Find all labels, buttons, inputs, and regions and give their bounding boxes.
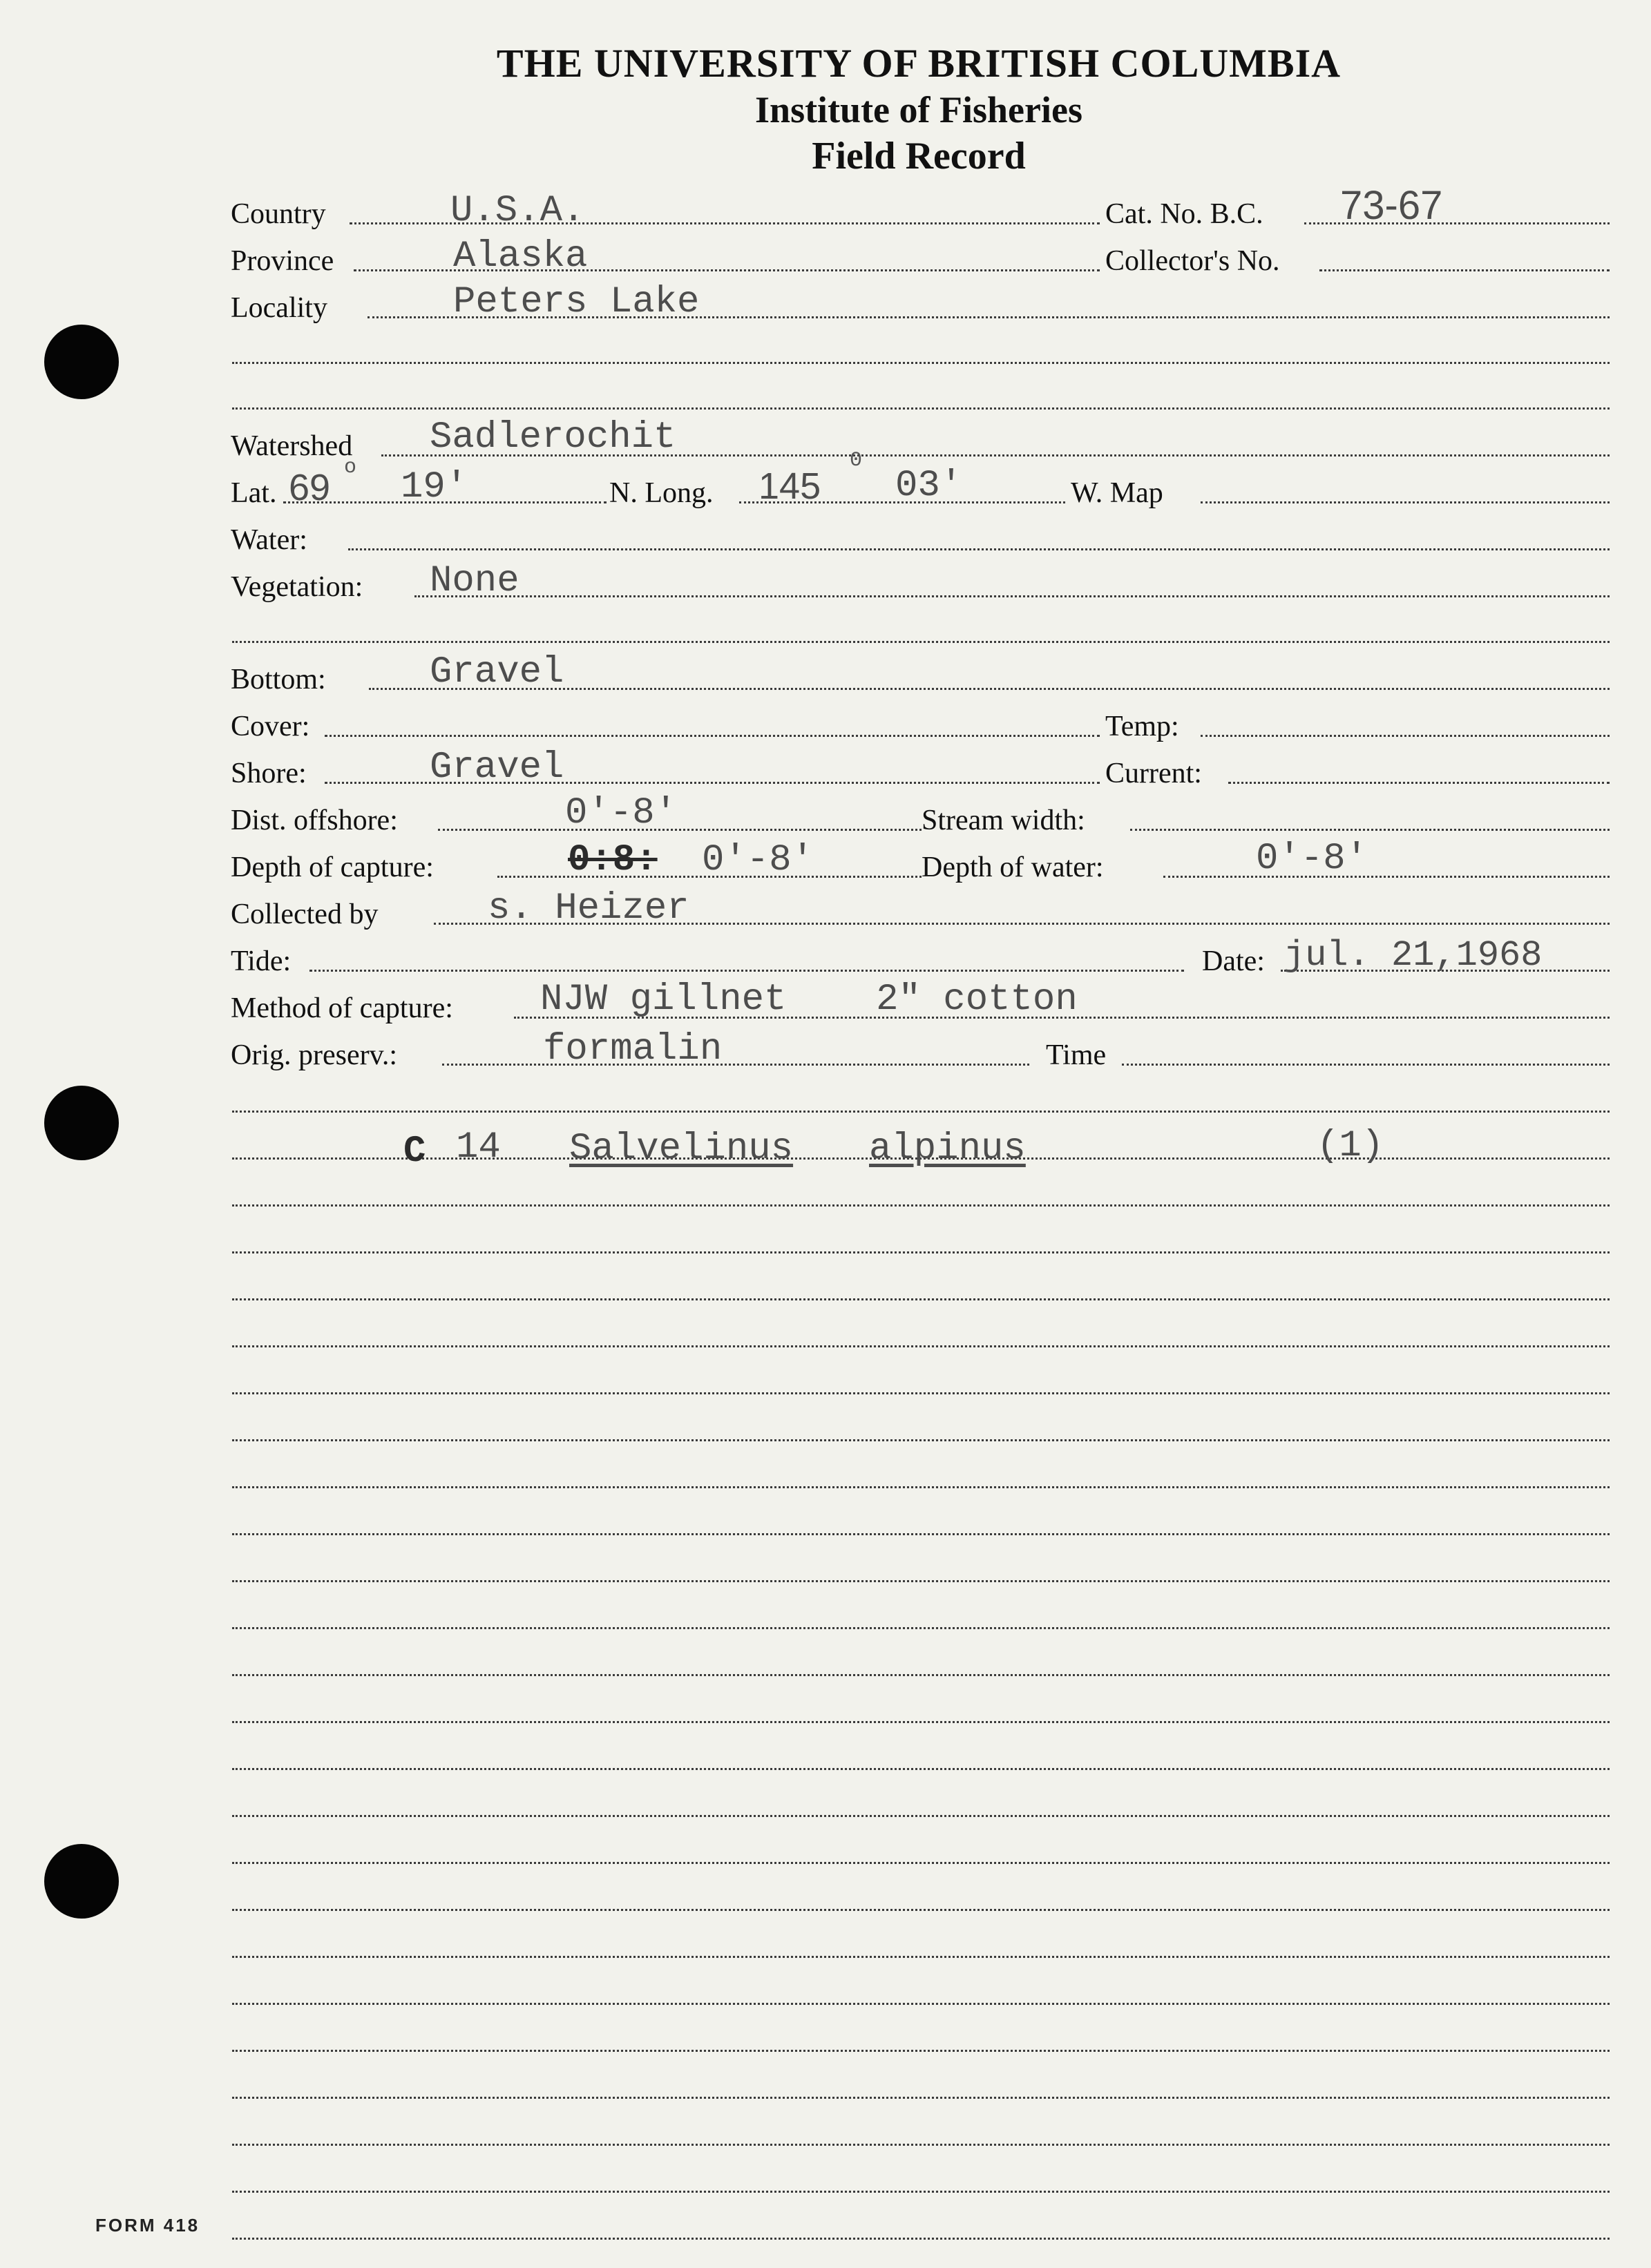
ruled-line — [232, 1721, 1610, 1723]
time-line — [1122, 1064, 1610, 1066]
specimen-genus: Salvelinus — [569, 1128, 794, 1170]
current-line — [1228, 782, 1610, 784]
shore-value: Gravel — [430, 747, 564, 789]
orig-preserv-line — [442, 1064, 1029, 1066]
bottom-value: Gravel — [430, 651, 564, 693]
form-number: FORM 418 — [95, 2215, 200, 2236]
collected-by-label: Collected by — [231, 898, 379, 930]
method-of-capture-value: NJW gillnet 2" cotton — [540, 979, 1078, 1021]
method-of-capture-label: Method of capture: — [231, 992, 453, 1024]
depth-of-capture-struck-value: 0:8: — [568, 839, 658, 881]
cat-no-label: Cat. No. B.C. — [1105, 198, 1263, 230]
institute-subtitle: Institute of Fisheries — [755, 89, 1082, 131]
vegetation-label: Vegetation: — [231, 571, 363, 603]
dist-offshore-label: Dist. offshore: — [231, 805, 398, 836]
temp-line — [1201, 735, 1610, 737]
lat-degrees: 69 — [289, 467, 331, 508]
tide-label: Tide: — [231, 945, 292, 977]
ruled-line — [232, 1345, 1610, 1347]
lat-label: Lat. — [231, 477, 277, 509]
blank-line — [232, 407, 1610, 410]
long-degrees: 145 — [758, 465, 821, 507]
ruled-line — [232, 1674, 1610, 1676]
water-line — [348, 548, 1610, 550]
vegetation-value: None — [430, 560, 519, 602]
ruled-line — [232, 1909, 1610, 1911]
punch-hole — [44, 1844, 119, 1919]
long-minutes: 03' — [895, 465, 963, 507]
depth-of-capture-value: 0'-8' — [702, 839, 814, 881]
depth-of-water-value: 0'-8' — [1256, 838, 1368, 880]
lat-minutes: 19' — [401, 466, 468, 508]
blank-line — [232, 362, 1610, 364]
blank-line — [232, 641, 1610, 643]
ruled-line — [232, 1486, 1610, 1488]
stream-width-label: Stream width: — [922, 805, 1085, 836]
ruled-line — [232, 1862, 1610, 1864]
water-label: Water: — [231, 524, 307, 556]
collected-by-value: s. Heizer — [488, 887, 689, 930]
province-value: Alaska — [453, 236, 588, 278]
ruled-line — [232, 1580, 1610, 1582]
temp-label: Temp: — [1105, 711, 1179, 742]
date-value: jul. 21,1968 — [1283, 935, 1543, 976]
ruled-line — [232, 1815, 1610, 1817]
locality-label: Locality — [231, 292, 327, 324]
depth-of-water-label: Depth of water: — [922, 852, 1104, 883]
cover-label: Cover: — [231, 711, 310, 742]
orig-preserv-value: formalin — [543, 1028, 723, 1070]
cat-no-value: 73-67 — [1340, 183, 1443, 228]
stream-width-line — [1130, 829, 1610, 831]
ruled-line — [232, 1768, 1610, 1770]
bottom-label: Bottom: — [231, 664, 326, 695]
w-map-label: W. Map — [1071, 477, 1163, 509]
ruled-line — [232, 1298, 1610, 1300]
n-long-label: N. Long. — [609, 477, 714, 509]
specimen-count: (1) — [1317, 1125, 1384, 1167]
ruled-line — [232, 1251, 1610, 1253]
locality-value: Peters Lake — [453, 281, 700, 323]
map-line — [1201, 501, 1610, 503]
ruled-line — [232, 1204, 1610, 1207]
specimen-code: C — [403, 1131, 426, 1173]
collectors-no-label: Collector's No. — [1105, 245, 1280, 277]
time-label: Time — [1046, 1039, 1107, 1071]
ruled-line — [232, 1533, 1610, 1535]
country-label: Country — [231, 198, 326, 230]
ruled-line — [232, 1627, 1610, 1629]
ruled-line — [232, 2050, 1610, 2052]
dist-offshore-line — [438, 829, 922, 831]
specimen-species: alpinus — [869, 1128, 1026, 1170]
orig-preserv-label: Orig. preserv.: — [231, 1039, 398, 1071]
date-label: Date: — [1202, 945, 1265, 977]
dist-offshore-value: 0'-8' — [565, 792, 678, 834]
ruled-line — [232, 2144, 1610, 2146]
ruled-line — [232, 1392, 1610, 1394]
ruled-line — [232, 2003, 1610, 2005]
ruled-line — [232, 2097, 1610, 2099]
ruled-line — [232, 2238, 1610, 2240]
specimen-number: 14 — [456, 1126, 501, 1169]
watershed-label: Watershed — [231, 430, 353, 462]
watershed-value: Sadlerochit — [430, 416, 676, 459]
cover-line — [325, 735, 1100, 737]
current-label: Current: — [1105, 758, 1202, 789]
degree-symbol: o — [344, 456, 357, 479]
ruled-line — [232, 2191, 1610, 2193]
degree-symbol: 0 — [850, 449, 863, 472]
shore-label: Shore: — [231, 758, 307, 789]
record-type-title: Field Record — [812, 135, 1026, 177]
ruled-line — [232, 1439, 1610, 1441]
institution-title: THE UNIVERSITY OF BRITISH COLUMBIA — [496, 41, 1342, 86]
ruled-line — [232, 1956, 1610, 1958]
tide-line — [309, 970, 1184, 972]
collectors-no-line — [1319, 269, 1610, 271]
country-value: U.S.A. — [450, 190, 585, 232]
blank-line — [232, 1111, 1610, 1113]
punch-hole — [44, 1086, 119, 1160]
depth-of-capture-label: Depth of capture: — [231, 852, 434, 883]
province-label: Province — [231, 245, 334, 277]
punch-hole — [44, 325, 119, 399]
depth-of-water-line — [1163, 876, 1610, 878]
vegetation-line — [414, 595, 1610, 597]
